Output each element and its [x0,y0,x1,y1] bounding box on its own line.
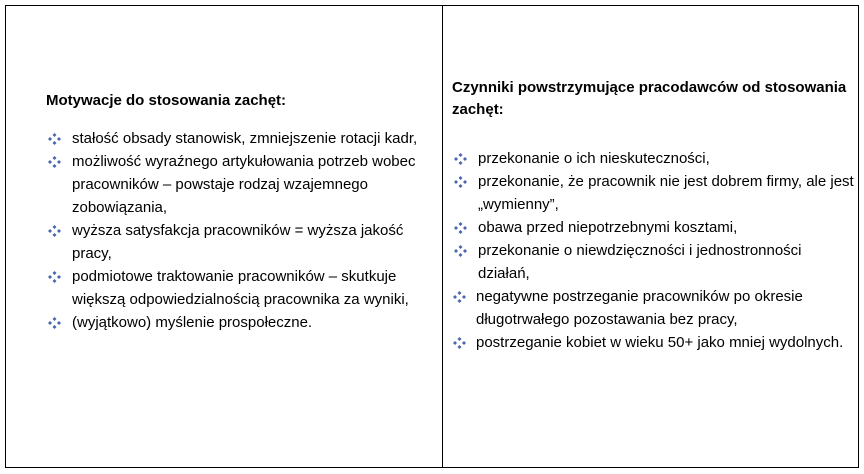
list-item [452,216,857,239]
list-item [452,331,857,354]
list-item [46,150,431,219]
two-column-table [5,5,859,468]
list-item [46,219,431,265]
list-item-text: wyższa satysfakcja pracowników = wyższa jakość pracy, [72,222,404,262]
diamond-bullet-icon [453,337,466,349]
right-column-heading: Czynniki powstrzymujące pracodawców od stosowania zachęt: [452,79,847,118]
diamond-bullet-icon [48,271,61,283]
list-item-text: przekonanie o ich nieskuteczności, [478,150,710,167]
list-item-text: przekonanie, że pracownik nie jest dobrem firmy, ale jest „wymienny”, [478,173,854,213]
list-item-text: postrzeganie kobiet w wieku 50+ jako mniej wydolnych. [476,334,844,351]
right-bullet-list [452,147,857,354]
left-column [46,90,431,334]
diamond-bullet-icon [454,153,467,165]
list-item-text: przekonanie o niewdzięczności i jednostronności działań, [478,242,802,282]
diamond-bullet-icon [48,133,61,145]
list-item-text: obawa przed niepotrzebnymi kosztami, [478,219,738,236]
list-item [46,127,431,150]
list-item [46,311,431,334]
list-item-text: stałość obsady stanowisk, zmniejszenie rotacji kadr, [72,130,418,147]
right-column [452,77,857,354]
diamond-bullet-icon [454,245,467,257]
diamond-bullet-icon [48,156,61,168]
diamond-bullet-icon [48,317,61,329]
left-column-heading: Motywacje do stosowania zachęt: [46,92,287,109]
list-item [452,239,857,285]
list-item-text: negatywne postrzeganie pracowników po okresie długotrwałego pozostawania bez pracy, [476,288,803,328]
list-item-text: podmiotowe traktowanie pracowników – skutkuje większą odpowiedzialnością pracownika za wyniki, [72,268,409,308]
list-item [452,285,857,331]
diamond-bullet-icon [454,176,467,188]
list-item [46,265,431,311]
list-item [452,170,857,216]
list-item-text: możliwość wyraźnego artykułowania potrzeb wobec pracowników – powstaje rodzaj wzajemnego zobowiązania, [72,153,416,216]
list-item [452,147,857,170]
diamond-bullet-icon [48,225,61,237]
left-bullet-list [46,127,431,334]
diamond-bullet-icon [453,291,466,303]
list-item-text: (wyjątkowo) myślenie prospołeczne. [72,314,313,331]
column-divider [442,6,443,467]
diamond-bullet-icon [454,222,467,234]
